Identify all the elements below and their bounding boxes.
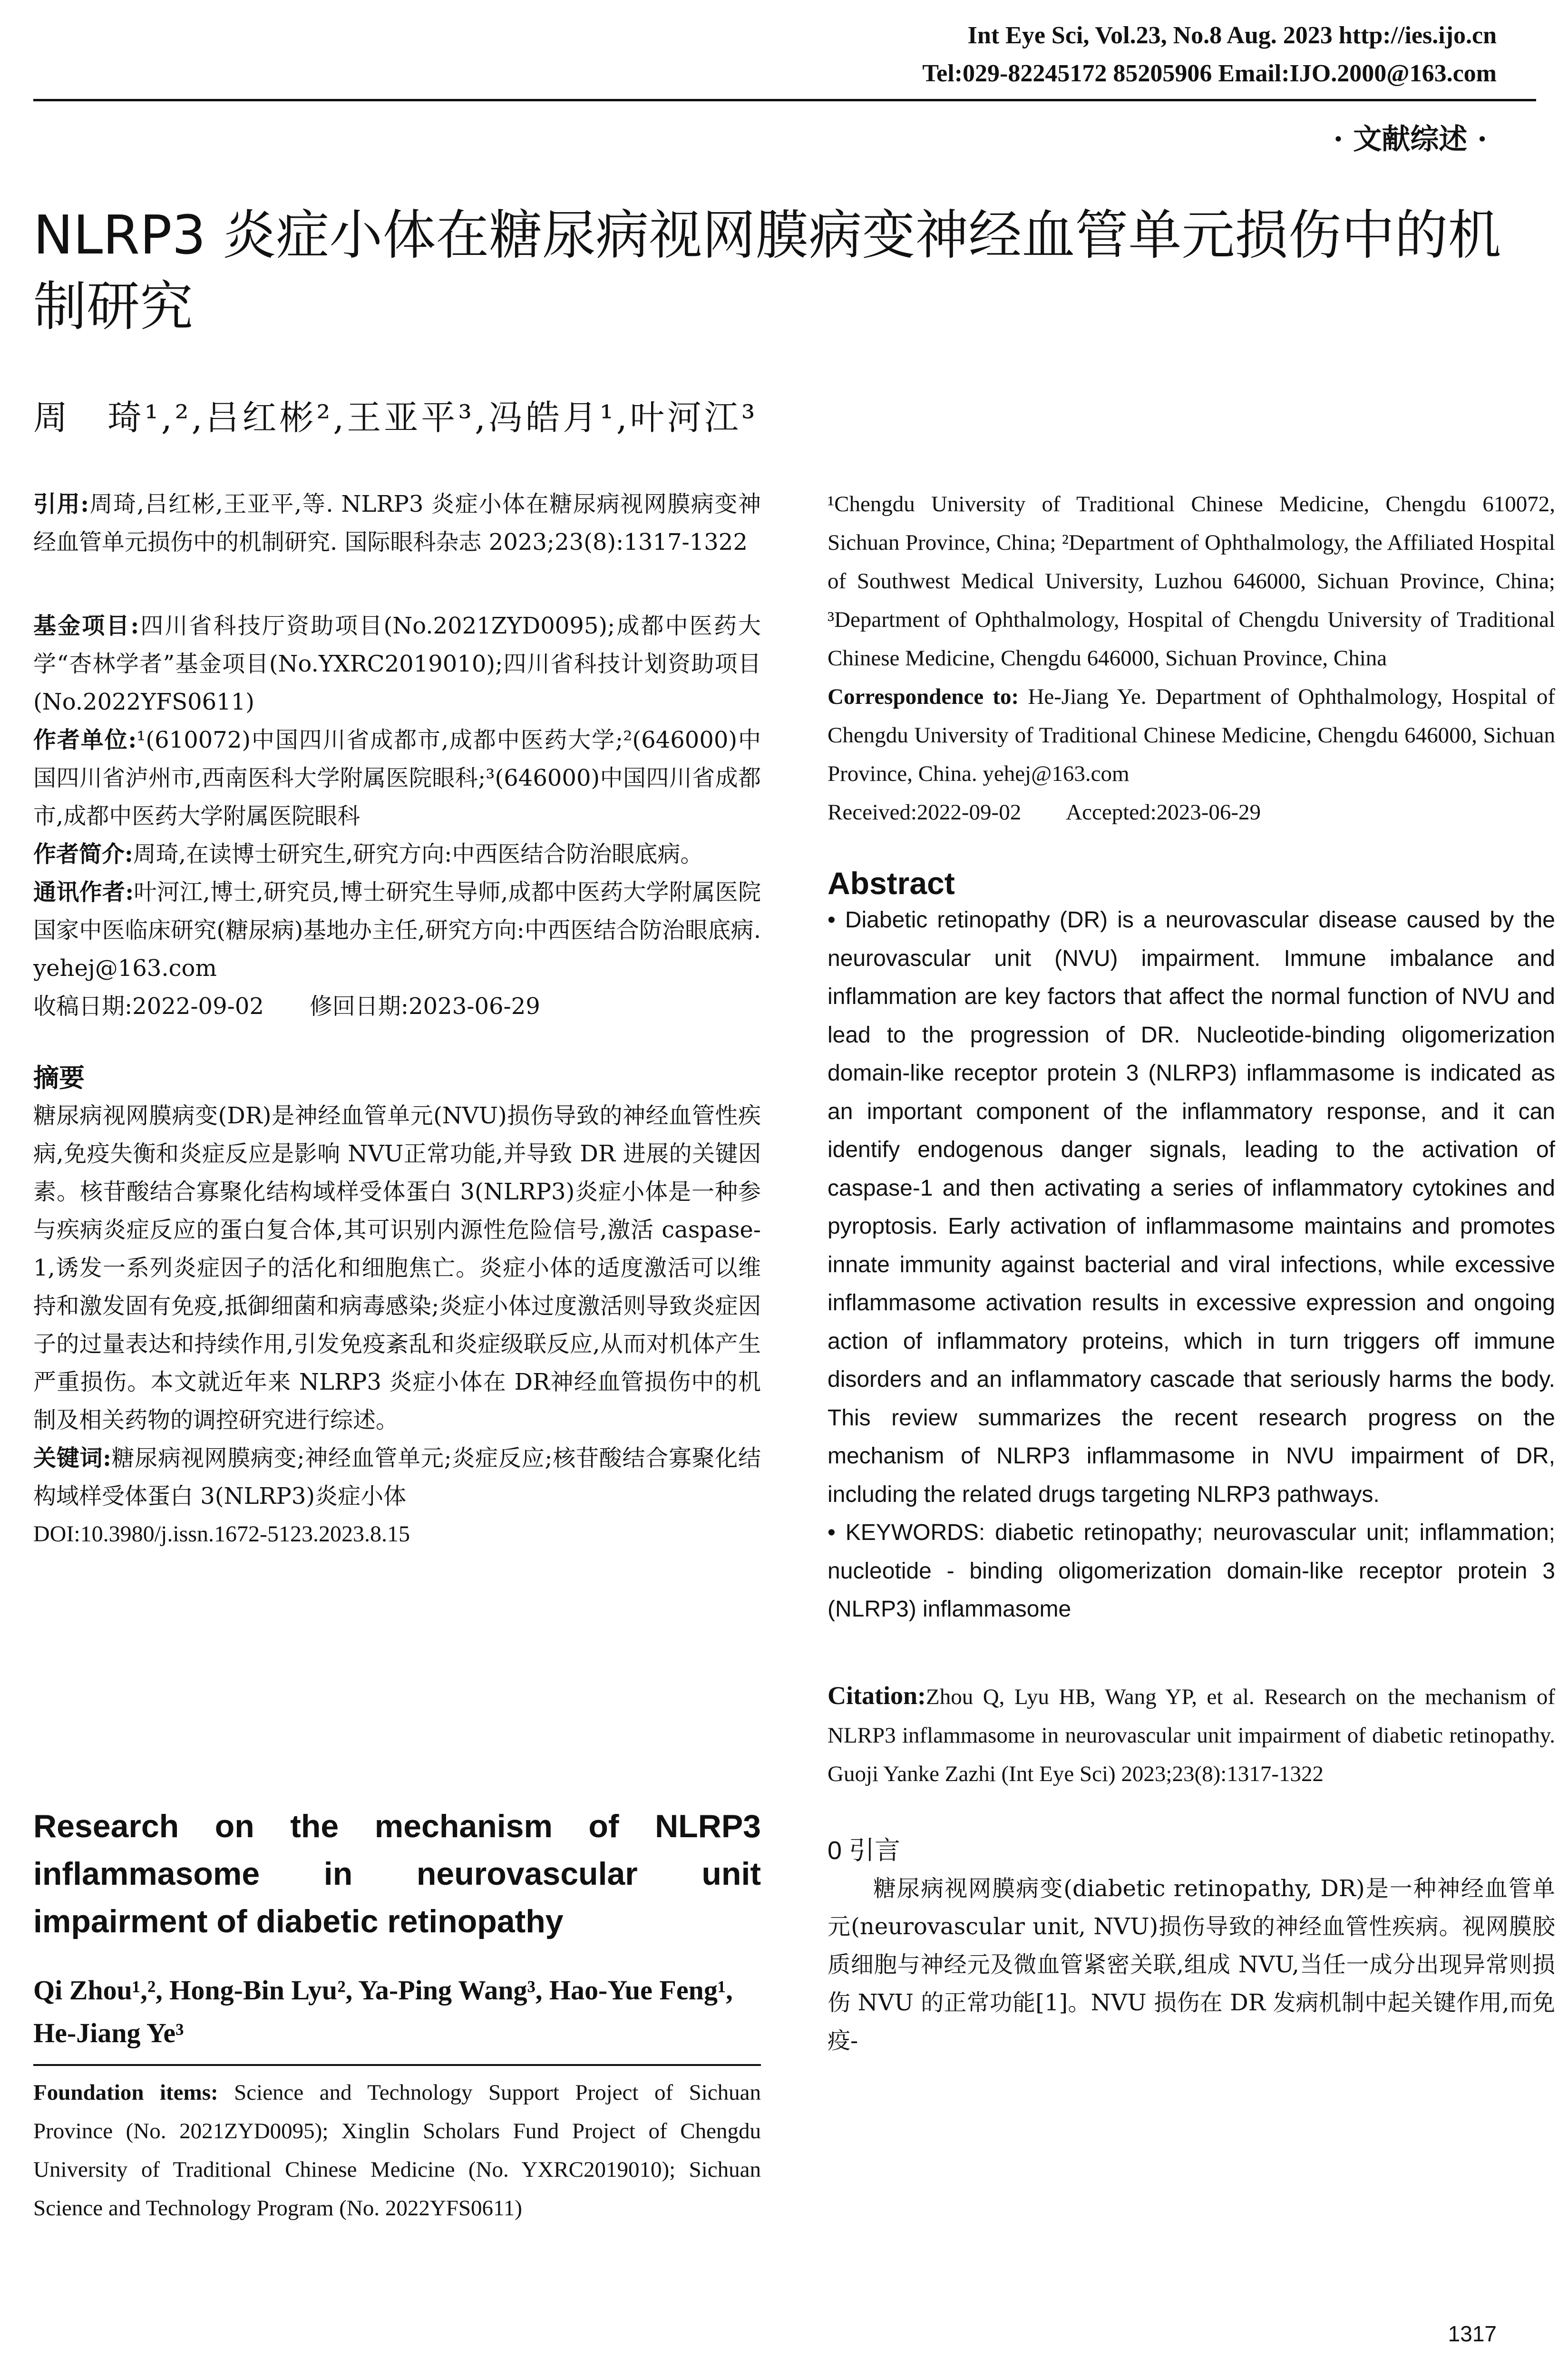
correspondence-en: Correspondence to: He-Jiang Ye. Department of Ophthalmology, Hospital of Chengdu University of Traditional Chinese Medicine, Chengdu 646000, Sichuan Province, China. yehej@163.com [828, 684, 1556, 786]
citation-en: Citation:Zhou Q, Lyu HB, Wang YP, et al. Research on the mechanism of NLRP3 inflammasome in neurovascular unit impairment of diabetic retinopathy. Guoji Yanke Zazhi (Int Eye Sci) 2023;23(8):1317-1322 [828, 1681, 1555, 1786]
article-title-cn: NLRP3 炎症小体在糖尿病视网膜病变神经血管单元损伤中的机制研究 [33, 205, 1501, 338]
authors-en: Qi Zhou¹,², Hong-Bin Lyu², Ya-Ping Wang³, Hao-Yue Feng¹, He-Jiang Ye³ [33, 1975, 733, 2048]
affiliation-en: ¹Chengdu University of Traditional Chinese Medicine, Chengdu 610072, Sichuan Province, China; ²Department of Ophthalmology, the Affiliated Hospital of Southwest Medical University, Luzhou 646000, Sichuan Province, China; ³Department of Ophthalmology, Hospital of Chengdu University of Traditional Chinese Medicine, Chengdu 646000, Sichuan Province, China [828, 492, 1555, 671]
affiliation-cn: 作者单位:¹(610072)中国四川省成都市,成都中医药大学;²(646000)中国四川省泸州市,西南医科大学附属医院眼科;³(646000)中国四川省成都市,成都中医药大学附属医院眼科 [33, 727, 761, 829]
doi: DOI:10.3980/j.issn.1672-5123.2023.8.15 [33, 1521, 410, 1547]
header-rule [33, 99, 1536, 101]
fund-cn: 基金项目:四川省科技厅资助项目(No.2021ZYD0095);成都中医药大学“杏林学者”基金项目(No.YXRC2019010);四川省科技计划资助项目(No.2022YFS0611) [33, 613, 761, 715]
intro-paragraph: 糖尿病视网膜病变(diabetic retinopathy, DR)是一种神经血管单元(neurovascular unit, NVU)损伤导致的神经血管性疾病。视网膜胶质细胞与神经元及微血管紧密关联,组成 NVU,当任一成分出现异常则损伤 NVU 的正常功能[1]。NVU 损伤在 DR 发病机制中起关键作用,而免疫- [828, 1875, 1555, 2054]
author-bio-cn: 作者简介:周琦,在读博士研究生,研究方向:中西医结合防治眼底病。 [33, 841, 703, 867]
keywords-cn: 关键词:糖尿病视网膜病变;神经血管单元;炎症反应;核苷酸结合寡聚化结构域样受体蛋白 3(NLRP3)炎症小体 [33, 1445, 761, 1510]
abstract-heading-en: Abstract [828, 866, 955, 901]
intro-heading: 0 引言 [828, 1836, 901, 1865]
article-title-en: Research on the mechanism of NLRP3 inflammasome in neurovascular unit impairment of diabetic retinopathy [33, 1808, 761, 1939]
dates-cn: 收稿日期:2022-09-02 修回日期:2023-06-29 [33, 993, 540, 1020]
right-column [828, 485, 1555, 2060]
citation-cn: 引用:周琦,吕红彬,王亚平,等. NLRP3 炎症小体在糖尿病视网膜病变神经血管单元损伤中的机制研究. 国际眼科杂志 2023;23(8):1317-1322 [33, 491, 761, 555]
left-divider [33, 2064, 761, 2066]
keywords-en: • KEYWORDS: diabetic retinopathy; neurovascular unit; inflammation; nucleotide - binding oligomerization domain-like receptor protein 3 (NLRP3) inflammasome [828, 1520, 1555, 1622]
abstract-heading-cn: 摘要 [33, 1062, 85, 1093]
foundation-en: Foundation items: Science and Technology Support Project of Sichuan Province (No. 2021ZYD0095); Xinglin Scholars Fund Project of Chengdu University of Traditional Chinese Medicine (No. YXRC2019010); Sichuan Science and Technology Program (No. 2022YFS0611) [33, 2080, 761, 2221]
journal-header-line2: Tel:029-82245172 85205906 Email:IJO.2000@163.com [922, 60, 1497, 87]
left-column [33, 485, 761, 1553]
page-number: 1317 [1448, 2321, 1497, 2346]
abstract-cn: 糖尿病视网膜病变(DR)是神经血管单元(NVU)损伤导致的神经血管性疾病,免疫失衡和炎症反应是影响 NVU正常功能,并导致 DR 进展的关键因素。核苷酸结合寡聚化结构域样受体蛋白 3(NLRP3)炎症小体是一种参与疾病炎症反应的蛋白复合体,其可识别内源性危险信号,激活 caspase-1,诱发一系列炎症因子的活化和细胞焦亡。炎症小体的适度激活可以维持和激发固有免疫,抵御细菌和病毒感染;炎症小体过度激活则导致炎症因子的过量表达和持续作用,引发免疫紊乱和炎症级联反应,从而对机体产生严重损伤。本文就近年来 NLRP3 炎症小体在 DR神经血管损伤中的机制及相关药物的调控研究进行综述。 [33, 1102, 761, 1433]
correspondence-cn: 通讯作者:叶河江,博士,研究员,博士研究生导师,成都中医药大学附属医院国家中医临床研究(糖尿病)基地办主任,研究方向:中西医结合防治眼底病. yehej@163.com [33, 879, 761, 982]
dates-en: Received:2022-09-02 Accepted:2023-06-29 [828, 800, 1261, 825]
abstract-en: • Diabetic retinopathy (DR) is a neurovascular disease caused by the neurovascular unit (NVU) impairment. Immune imbalance and inflammation are key factors that affect the normal function of NVU and lead to the progression of DR. Nucleotide-binding oligomerization domain-like receptor protein 3 (NLRP3) inflammasome is indicated as an important component of the inflammatory response, and it can identify endogenous danger signals, leading to the activation of caspase-1 and then activating a series of inflammatory cytokines and pyroptosis. Early activation of inflammasome maintains and promotes innate immunity against bacterial and viral infections, while excessive inflammasome activation results in excessive expression and ongoing action of inflammatory proteins, which in turn triggers off immune disorders and an inflammatory cascade that seriously harms the body. This review summarizes the recent research progress on the mechanism of NLRP3 inflammasome in NVU impairment of DR, including the related drugs targeting NLRP3 pathways. [828, 907, 1555, 1507]
section-tag: · 文献综述 · [1333, 123, 1487, 156]
journal-header-line1: Int Eye Sci, Vol.23, No.8 Aug. 2023 http://ies.ijo.cn [967, 22, 1497, 49]
authors-cn: 周 琦¹,²,吕红彬²,王亚平³,冯皓月¹,叶河江³ [33, 398, 758, 438]
